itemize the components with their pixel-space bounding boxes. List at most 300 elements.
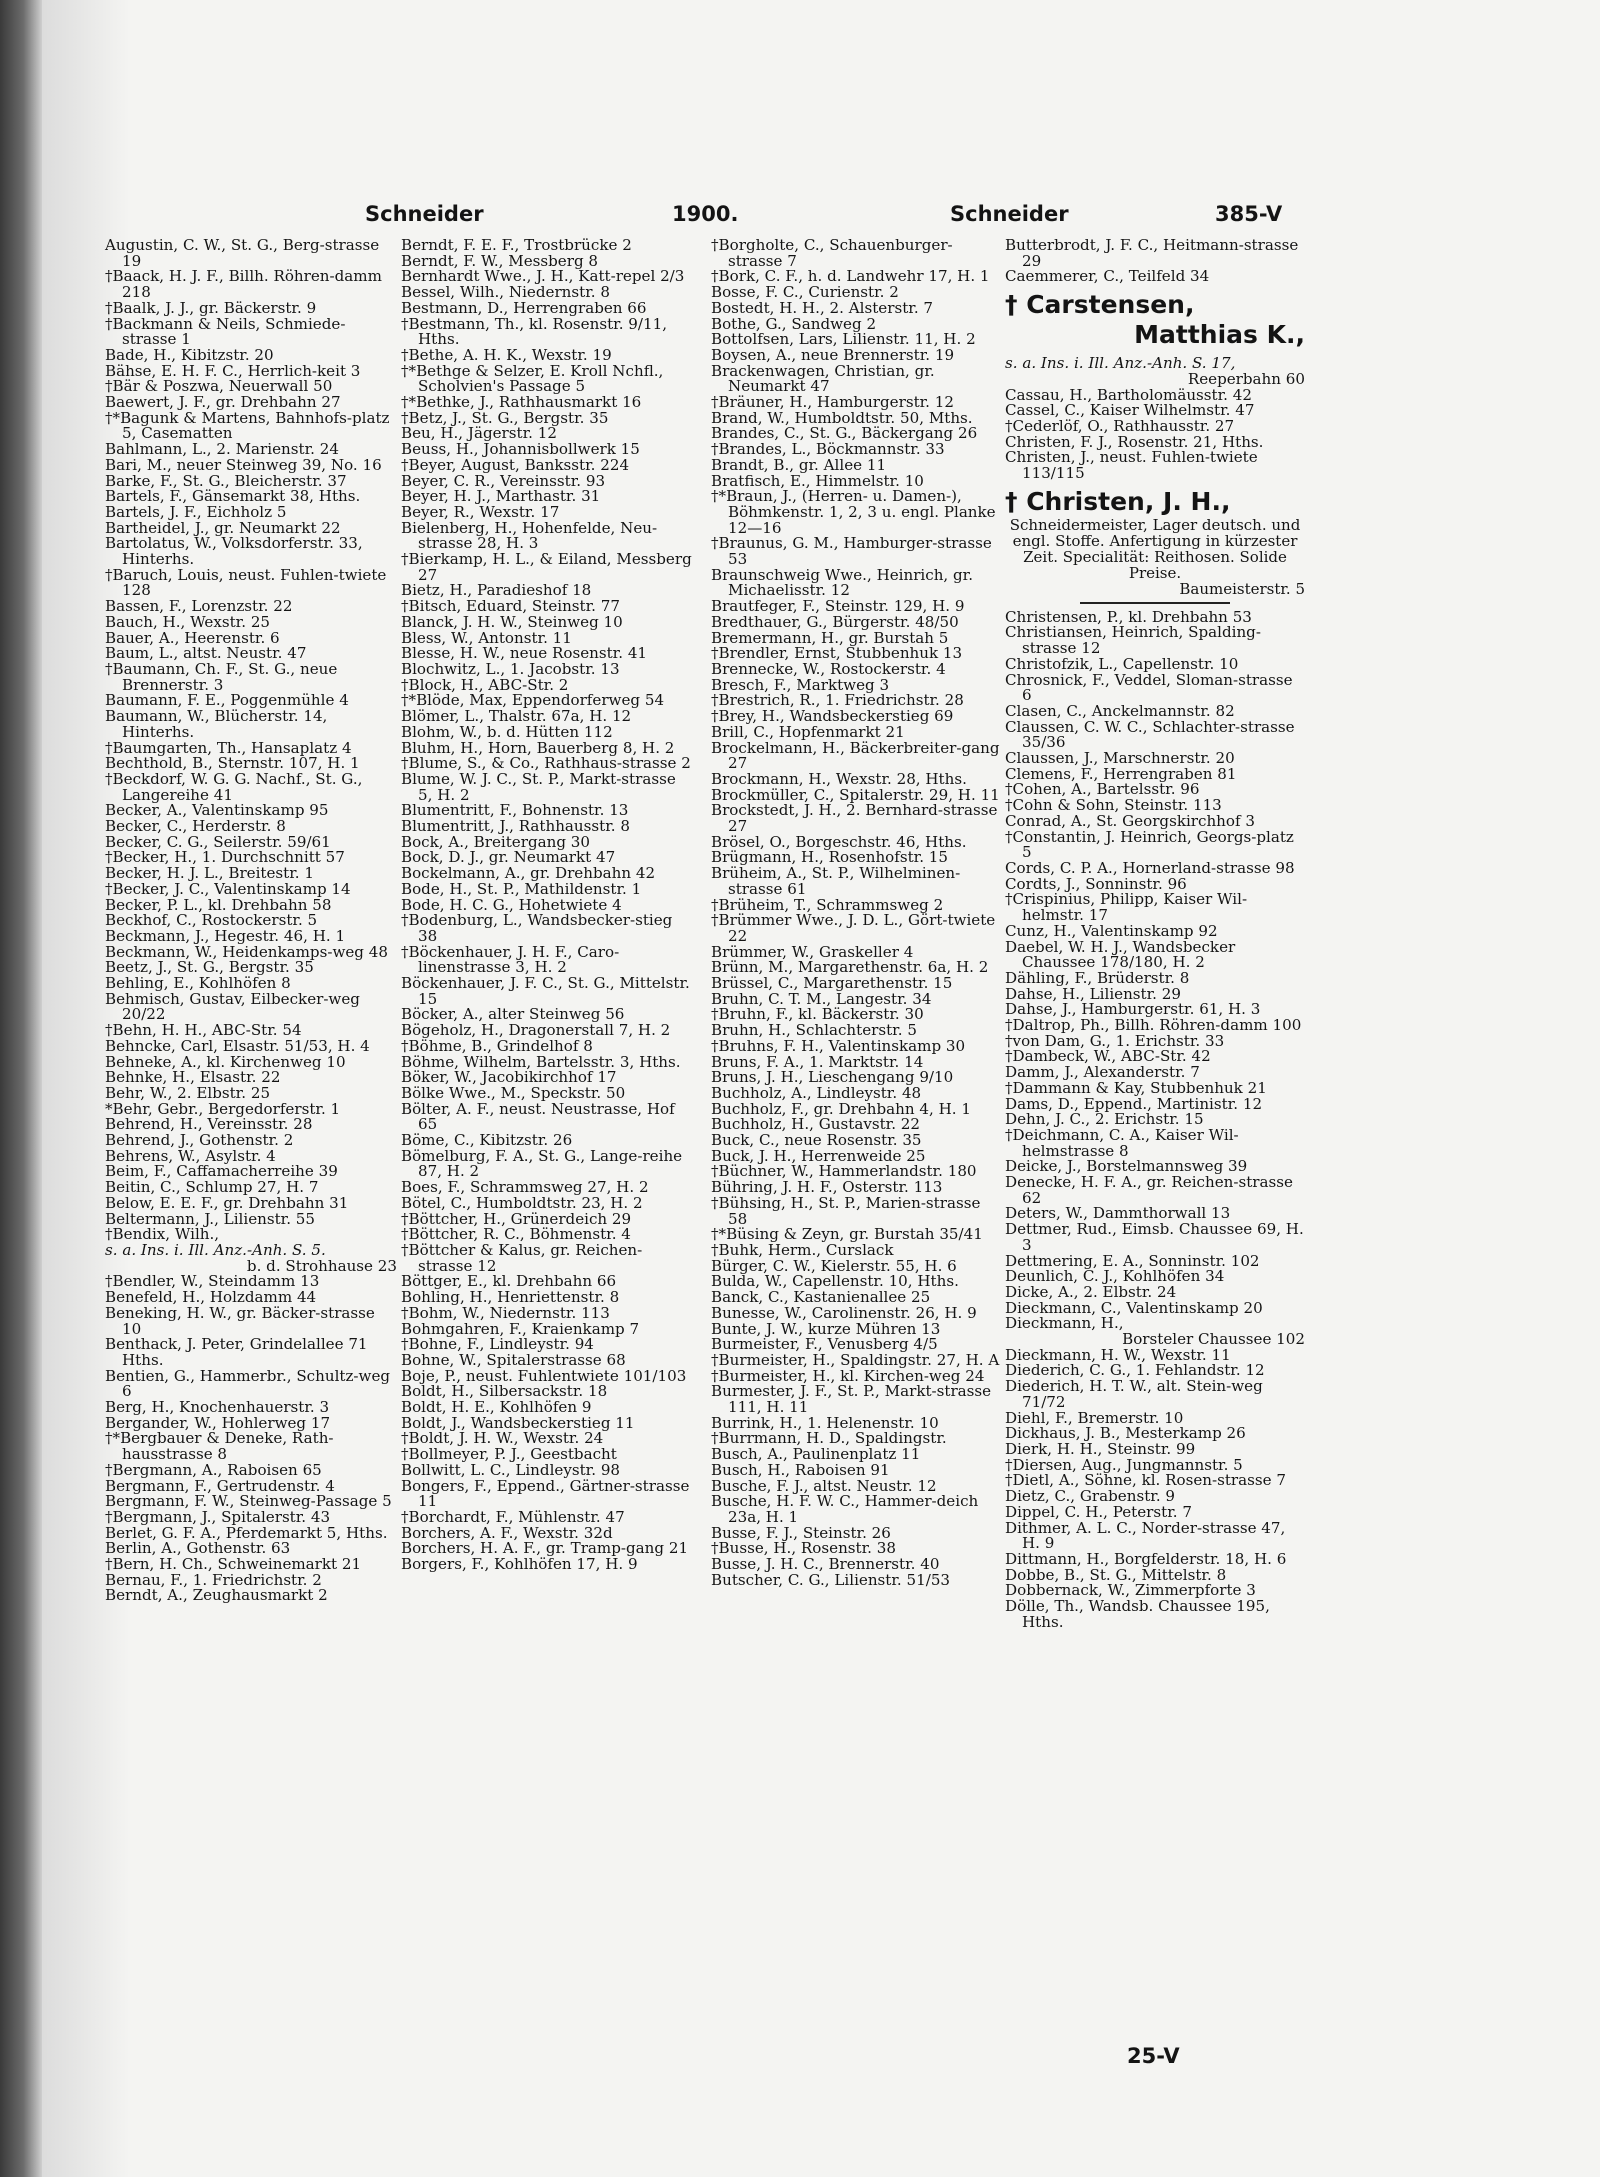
- directory-entry: †Cederlöf, O., Rathhausstr. 27: [1005, 416, 1235, 435]
- directory-entry: Brockmann, H., Wexstr. 28, Hths.: [711, 769, 967, 788]
- directory-entry: †Becker, H., 1. Durchschnitt 57: [105, 848, 345, 867]
- directory-entry: Brackenwagen, Christian, gr. Neumarkt 47: [711, 361, 940, 396]
- directory-entry: †Böttcher, R. C., Böhmenstr. 4: [401, 1225, 631, 1244]
- directory-entry: †Behn, H. H., ABC-Str. 54: [105, 1021, 302, 1040]
- directory-entry: Berlet, G. F. A., Pferdemarkt 5, Hths.: [105, 1523, 388, 1542]
- directory-entry: †Bohm, W., Niedernstr. 113: [401, 1303, 610, 1322]
- directory-entry: Behrend, J., Gothenstr. 2: [105, 1131, 294, 1150]
- directory-entry: Bernau, F., 1. Friedrichstr. 2: [105, 1570, 322, 1589]
- directory-entry: Bürger, C. W., Kielerstr. 55, H. 6: [711, 1256, 957, 1275]
- directory-entry: Dittmann, H., Borgfelderstr. 18, H. 6: [1005, 1549, 1287, 1568]
- directory-entry: Behrens, W., Asylstr. 4: [105, 1146, 276, 1165]
- directory-entry: Diederich, H. T. W., alt. Stein-weg 71/72: [1005, 1377, 1268, 1411]
- directory-entry: Deicke, J., Borstelmannsweg 39: [1005, 1157, 1248, 1176]
- directory-entry: Bari, M., neuer Steinweg 39, No. 16: [105, 455, 382, 474]
- directory-entry: Bredthauer, G., Bürgerstr. 48/50: [711, 612, 959, 631]
- directory-entry: Baewert, J. F., gr. Drehbahn 27: [105, 393, 341, 412]
- directory-entry: Busse, J. H. C., Brennerstr. 40: [711, 1555, 940, 1574]
- ad-carstensen: [1005, 290, 1305, 350]
- directory-entry: Böttger, E., kl. Drehbahn 66: [401, 1272, 617, 1291]
- directory-entry: †Betz, J., St. G., Bergstr. 35: [401, 408, 609, 427]
- directory-entry: Bölter, A. F., neust. Neustrasse, Hof 65: [401, 1099, 680, 1134]
- directory-entry: Bunesse, W., Carolinenstr. 26, H. 9: [711, 1303, 977, 1322]
- directory-entry: Boldt, H. E., Kohlhöfen 9: [401, 1398, 592, 1417]
- directory-entry: Dobbe, B., St. G., Mittelstr. 8: [1005, 1565, 1227, 1584]
- directory-entry: †Braunus, G. M., Hamburger-strasse 53: [711, 534, 997, 569]
- directory-entry: Busch, A., Paulinenplatz 11: [711, 1445, 921, 1464]
- directory-entry: Berndt, A., Zeughausmarkt 2: [105, 1586, 328, 1605]
- directory-entry: Bölke Wwe., M., Speckstr. 50: [401, 1083, 626, 1102]
- directory-entry: Bohne, W., Spitalerstrasse 68: [401, 1350, 626, 1369]
- directory-entry: Borchers, H. A. F., gr. Tramp-gang 21: [401, 1539, 689, 1558]
- directory-entry: Benefeld, H., Holzdamm 44: [105, 1288, 317, 1307]
- directory-entry: Dams, D., Eppend., Martinistr. 12: [1005, 1094, 1263, 1113]
- directory-entry: s. a. Ins. i. Ill. Anz.-Anh. S. 5. b. d. Strohhause 23: [105, 1241, 397, 1275]
- directory-entry: Brill, C., Hopfenmarkt 21: [711, 722, 905, 741]
- directory-entry: †Burmeister, H., kl. Kirchen-weg 24: [711, 1366, 985, 1385]
- directory-entry: †*Bergbauer & Deneke, Rath-hausstrasse 8: [105, 1429, 334, 1464]
- directory-entry: Brüheim, A., St. P., Wilhelminen-strasse 61: [711, 864, 961, 898]
- directory-entry: †Baalk, J. J., gr. Bäckerstr. 9: [105, 298, 317, 317]
- directory-entry: †Bär & Poszwa, Neuerwall 50: [105, 377, 333, 396]
- directory-entry: †Bräuner, H., Hamburgerstr. 12: [711, 393, 954, 412]
- directory-entry: Brand, W., Humboldtstr. 50, Mths.: [711, 408, 973, 427]
- directory-entry: †Block, H., ABC-Str. 2: [401, 675, 569, 694]
- directory-entry: Beckhof, C., Rostockerstr. 5: [105, 911, 318, 930]
- directory-entry: †Bern, H. Ch., Schweinemarkt 21: [105, 1555, 362, 1574]
- directory-entry: Beetz, J., St. G., Bergstr. 35: [105, 958, 314, 977]
- directory-entry: Behling, E., Kohlhöfen 8: [105, 974, 291, 993]
- directory-entry: Brösel, O., Borgeschstr. 46, Hths.: [711, 832, 967, 851]
- directory-entry: †Boldt, J. H. W., Wexstr. 24: [401, 1429, 604, 1448]
- directory-entry: †Daltrop, Ph., Billh. Röhren-damm 100: [1005, 1016, 1302, 1035]
- head-right-title: Schneider: [950, 202, 1069, 226]
- directory-entry: Cunz, H., Valentinskamp 92: [1005, 921, 1218, 940]
- directory-entry: Banck, C., Kastanienallee 25: [711, 1288, 931, 1307]
- directory-entry: †*Bagunk & Martens, Bahnhofs-platz 5, Casematten: [105, 408, 395, 443]
- directory-entry: Baum, L., altst. Neustr. 47: [105, 644, 307, 663]
- directory-entry: Busse, F. J., Steinstr. 26: [711, 1523, 891, 1542]
- directory-entry: Bögeholz, H., Dragonerstall 7, H. 2: [401, 1021, 671, 1040]
- directory-entry: Bratfisch, E., Himmelstr. 10: [711, 471, 924, 490]
- directory-entry: Boldt, H., Silbersackstr. 18: [401, 1382, 608, 1401]
- directory-entry: Beyer, C. R., Vereinsstr. 93: [401, 471, 606, 490]
- directory-entry: Beim, F., Caffamacherreihe 39: [105, 1162, 338, 1181]
- directory-entry: Beckmann, W., Heidenkamps-weg 48: [105, 942, 388, 961]
- directory-entry: Brümmer, W., Graskeller 4: [711, 942, 914, 961]
- directory-entry: †Bestmann, Th., kl. Rosenstr. 9/11, Hths.: [401, 314, 672, 349]
- directory-entry: Clasen, C., Anckelmannstr. 82: [1005, 701, 1235, 720]
- directory-entry: Blumentritt, J., Rathhausstr. 8: [401, 817, 630, 836]
- entry-reference: s. a. Ins. i. Ill. Anz.-Anh. S. 5.: [105, 1241, 326, 1259]
- directory-entry: Dippel, C. H., Peterstr. 7: [1005, 1502, 1192, 1521]
- directory-entry: Cordts, J., Sonninstr. 96: [1005, 874, 1187, 893]
- directory-entry: Chrosnick, F., Veddel, Sloman-strasse 6: [1005, 670, 1298, 705]
- directory-entry: Deunlich, C. J., Kohlhöfen 34: [1005, 1267, 1225, 1286]
- directory-entry: Cassau, H., Bartholomäusstr. 42: [1005, 385, 1252, 404]
- directory-entry: Bock, D. J., gr. Neumarkt 47: [401, 848, 616, 867]
- directory-entry: Dettmering, E. A., Sonninstr. 102: [1005, 1251, 1260, 1270]
- directory-entry: †*Braun, J., (Herren- u. Damen-), Böhmkenstr. 1, 2, 3 u. engl. Planke 12—16: [711, 487, 1001, 537]
- directory-entry: Blumentritt, F., Bohnenstr. 13: [401, 801, 629, 820]
- directory-entry: †Böttcher & Kalus, gr. Reichen-strasse 12: [401, 1241, 643, 1275]
- directory-entry: Benthack, J. Peter, Grindelallee 71 Hths.: [105, 1335, 373, 1369]
- directory-entry: Christen, J., neust. Fuhlen-twiete 113/115: [1005, 448, 1263, 483]
- directory-entry: †Crispinius, Philipp, Kaiser Wil-helmstr. 17: [1005, 890, 1248, 925]
- directory-entry: Dickhaus, J. B., Mesterkamp 26: [1005, 1424, 1246, 1443]
- directory-entry: Becker, A., Valentinskamp 95: [105, 801, 329, 820]
- directory-entry: Brautfeger, F., Steinstr. 129, H. 9: [711, 597, 965, 616]
- directory-entry: Boje, P., neust. Fuhlentwiete 101/103: [401, 1366, 687, 1385]
- directory-entry: Berlin, A., Gothenstr. 63: [105, 1539, 291, 1558]
- directory-entry: Bruhn, C. T. M., Langestr. 34: [711, 989, 932, 1008]
- directory-entry: †Busse, H., Rosenstr. 38: [711, 1539, 896, 1558]
- directory-page: [105, 120, 1495, 2080]
- directory-entry: Baumann, W., Blücherstr. 14, Hinterhs.: [105, 707, 333, 741]
- directory-entry: Bless, W., Antonstr. 11: [401, 628, 572, 647]
- directory-entry: †Dambeck, W., ABC-Str. 42: [1005, 1047, 1211, 1066]
- directory-entry: Böme, C., Kibitzstr. 26: [401, 1131, 573, 1150]
- directory-entry: †Bodenburg, L., Wandsbecker-stieg 38: [401, 911, 678, 945]
- column-3: [711, 238, 1003, 1588]
- directory-entry: †*Bethke, J., Rathhausmarkt 16: [401, 393, 642, 412]
- directory-entry: †Bruhns, F. H., Valentinskamp 30: [711, 1036, 966, 1055]
- directory-entry: Blume, W. J. C., St. P., Markt-strasse 5, H. 2: [401, 769, 681, 804]
- directory-entry: Burmester, J. F., St. P., Markt-strasse 111, H. 11: [711, 1382, 996, 1417]
- directory-entry: Bohmgahren, F., Kraienkamp 7: [401, 1319, 640, 1338]
- directory-entry: Blanck, J. H. W., Steinweg 10: [401, 612, 623, 631]
- directory-entry: Dierk, H. H., Steinstr. 99: [1005, 1440, 1196, 1458]
- directory-entry: †Dammann & Kay, Stubbenhuk 21: [1005, 1078, 1267, 1097]
- directory-entry: †Cohn & Sohn, Steinstr. 113: [1005, 796, 1222, 815]
- directory-entry: †Bergmann, J., Spitalerstr. 43: [105, 1507, 331, 1526]
- directory-entry: Bode, H. C. G., Hohetwiete 4: [401, 895, 622, 914]
- directory-entry: Bielenberg, H., Hohenfelde, Neu-strasse 28, H. 3: [401, 518, 658, 553]
- directory-entry: Barke, F., St. G., Bleicherstr. 37: [105, 471, 347, 490]
- ad-rule: [1080, 602, 1230, 604]
- directory-entry: †Dietl, A., Söhne, kl. Rosen-strasse 7: [1005, 1471, 1286, 1490]
- ad-christen: [1005, 487, 1305, 604]
- entry-reference: s. a. Ins. i. Ill. Anz.-Anh. S. 17,: [1005, 354, 1236, 373]
- directory-entry: †Bendler, W., Steindamm 13: [105, 1272, 320, 1291]
- directory-entry: Bergander, W., Hohlerweg 17: [105, 1413, 331, 1432]
- directory-entry: Burmeister, F., Venusberg 4/5: [711, 1335, 938, 1354]
- directory-entry: Dietz, C., Grabenstr. 9: [1005, 1487, 1176, 1506]
- directory-entry: †Blume, S., & Co., Rathhaus-strasse 2: [401, 754, 691, 773]
- directory-entry: †Burrmann, H. D., Spaldingstr.: [711, 1429, 947, 1448]
- directory-entry: †Brüheim, T., Schrammsweg 2: [711, 895, 944, 914]
- directory-entry: †Bendix, Wilh.,: [105, 1225, 220, 1244]
- directory-entry: Borgers, F., Kohlhöfen 17, H. 9: [401, 1555, 638, 1574]
- ad-carstensen-given: Matthias K.,: [1134, 320, 1305, 350]
- directory-entry: Bosse, F. C., Curienstr. 2: [711, 283, 899, 302]
- directory-entry: Böhme, Wilhelm, Bartelsstr. 3, Hths.: [401, 1052, 681, 1071]
- directory-entry: Beyer, H. J., Marthastr. 31: [401, 487, 601, 506]
- directory-entry: †Bohne, F., Lindleystr. 94: [401, 1335, 594, 1354]
- directory-entry: Dahse, H., Lilienstr. 29: [1005, 984, 1181, 1003]
- head-left-title: Schneider: [365, 202, 484, 226]
- directory-entry: †Böhme, B., Grindelhof 8: [401, 1036, 593, 1055]
- directory-entry: Bunte, J. W., kurze Mühren 13: [711, 1319, 941, 1338]
- directory-entry: †Beckdorf, W. G. G. Nachf., St. G., Langereihe 41: [105, 769, 368, 804]
- directory-entry: Bollwitt, L. C., Lindleystr. 98: [401, 1460, 621, 1479]
- directory-entry: Beitin, C., Schlump 27, H. 7: [105, 1178, 319, 1197]
- directory-entry: Beyer, R., Wexstr. 17: [401, 502, 560, 521]
- running-head: [105, 202, 1495, 234]
- directory-entry: Dieckmann, H.,: [1005, 1314, 1124, 1333]
- directory-entry: Busche, F. J., altst. Neustr. 12: [711, 1476, 937, 1495]
- directory-entry: Brockmüller, C., Spitalerstr. 29, H. 11: [711, 785, 1000, 804]
- directory-entry: Brandes, C., St. G., Bäckergang 26: [711, 424, 978, 443]
- directory-entry: Behncke, Carl, Elsastr. 51/53, H. 4: [105, 1036, 370, 1055]
- directory-entry: Dölle, Th., Wandsb. Chaussee 195, Hths.: [1005, 1597, 1275, 1631]
- directory-entry: Bernhardt Wwe., J. H., Katt-repel 2/3: [401, 267, 685, 286]
- directory-entry: Denecke, H. F. A., gr. Reichen-strasse 62: [1005, 1173, 1298, 1207]
- directory-entry: Brockstedt, J. H., 2. Bernhard-strasse 27: [711, 801, 1003, 836]
- directory-entry: †Bergmann, A., Raboisen 65: [105, 1460, 322, 1479]
- directory-entry: †Backmann & Neils, Schmiede-strasse 1: [105, 314, 346, 349]
- directory-entry: Deters, W., Dammthorwall 13: [1005, 1204, 1231, 1223]
- directory-entry: †von Dam, G., 1. Erichstr. 33: [1005, 1031, 1225, 1050]
- directory-entry: †Beyer, August, Banksstr. 224: [401, 455, 630, 474]
- directory-entry: Dithmer, A. L. C., Norder-strasse 47, H. 9: [1005, 1518, 1291, 1553]
- directory-entry: Bottolfsen, Lars, Lilienstr. 11, H. 2: [711, 330, 976, 349]
- directory-entry: Borchers, A. F., Wexstr. 32d: [401, 1523, 613, 1542]
- directory-entry: Augustin, C. W., St. G., Berg-strasse 19: [105, 236, 385, 270]
- directory-entry: Bauer, A., Heerenstr. 6: [105, 628, 280, 647]
- column-4: [1005, 236, 1309, 1631]
- directory-entry: Bruhn, H., Schlachterstr. 5: [711, 1021, 917, 1040]
- page-number: 385-V: [1215, 202, 1283, 226]
- directory-entry: Boes, F., Schrammsweg 27, H. 2: [401, 1178, 649, 1197]
- directory-entry: †Brendler, Ernst, Stubbenhuk 13: [711, 644, 963, 663]
- directory-entry: Beneking, H. W., gr. Bäcker-strasse 10: [105, 1303, 380, 1338]
- ad-christen-text: Schneidermeister, Lager deutsch. und engl. Stoffe. Anfertigung in kürzester Zeit. Specialität: Reithosen. Solide Preise.: [1009, 515, 1301, 582]
- directory-entry: †Brandes, L., Böckmannstr. 33: [711, 440, 945, 459]
- directory-entry: Bahlmann, L., 2. Marienstr. 24: [105, 440, 339, 459]
- directory-entry: Buchholz, A., Lindleystr. 48: [711, 1083, 922, 1102]
- directory-entry: Dahse, J., Hamburgerstr. 61, H. 3: [1005, 1000, 1261, 1019]
- directory-entry: †Baruch, Louis, neust. Fuhlen-twiete 128: [105, 565, 392, 600]
- directory-entry: Diehl, F., Bremerstr. 10: [1005, 1408, 1184, 1427]
- directory-entry: Brockelmann, H., Bäckerbreiter-gang 27: [711, 738, 1005, 773]
- directory-entry: †Baumgarten, Th., Hansaplatz 4: [105, 738, 352, 757]
- directory-entry: Christen, F. J., Rosenstr. 21, Hths.: [1005, 432, 1264, 451]
- directory-entry: Cords, C. P. A., Hornerland-strasse 98: [1005, 858, 1295, 877]
- directory-entry: Bockelmann, A., gr. Drehbahn 42: [401, 864, 656, 883]
- directory-entry: †Brümmer Wwe., J. D. L., Gört-twiete 22: [711, 911, 1001, 945]
- directory-entry: Behmisch, Gustav, Eilbecker-weg 20/22: [105, 989, 365, 1024]
- directory-entry: Diederich, C. G., 1. Fehlandstr. 12: [1005, 1361, 1265, 1380]
- directory-entry: Clemens, F., Herrengraben 81: [1005, 764, 1237, 783]
- ad-christen-name: † Christen, J. H.,: [1005, 486, 1231, 516]
- directory-entry: Behneke, A., kl. Kirchenweg 10: [105, 1052, 346, 1071]
- directory-entry: †Buhk, Herm., Curslack: [711, 1241, 894, 1259]
- directory-entry: Bietz, H., Paradieshof 18: [401, 581, 592, 600]
- directory-entry: Below, E. E. F., gr. Drehbahn 31: [105, 1193, 349, 1212]
- directory-entry: †Böttcher, H., Grünerdeich 29: [401, 1209, 632, 1228]
- directory-entry: Blohm, W., b. d. Hütten 112: [401, 722, 613, 741]
- directory-entry: Böcker, A., alter Steinweg 56: [401, 1005, 625, 1024]
- directory-entry: Becker, C. G., Seilerstr. 59/61: [105, 832, 331, 851]
- directory-entry: Dicke, A., 2. Elbstr. 24: [1005, 1282, 1177, 1301]
- directory-entry: †Burmeister, H., Spaldingstr. 27, H. A: [711, 1350, 1000, 1369]
- column-1: [105, 238, 397, 1604]
- directory-entry: †Becker, J. C., Valentinskamp 14: [105, 879, 351, 898]
- directory-entry: †Büchner, W., Hammerlandstr. 180: [711, 1162, 977, 1181]
- directory-entry: *Behr, Gebr., Bergedorferstr. 1: [105, 1099, 341, 1118]
- directory-entry: Claussen, C. W. C., Schlachter-strasse 35/36: [1005, 717, 1300, 752]
- directory-entry: Beu, H., Jägerstr. 12: [401, 424, 557, 443]
- directory-entry: †*Blöde, Max, Eppendorferweg 54: [401, 691, 665, 710]
- directory-entry: Dettmer, Rud., Eimsb. Chaussee 69, H. 3: [1005, 1220, 1309, 1254]
- directory-entry: Blesse, H. W., neue Rosenstr. 41: [401, 644, 648, 663]
- directory-entry: Bessel, Wilh., Niedernstr. 8: [401, 283, 610, 302]
- directory-entry: Brennecke, W., Rostockerstr. 4: [711, 659, 946, 678]
- directory-entry: Busche, H. F. W. C., Hammer-deich 23a, H. 1: [711, 1492, 984, 1526]
- directory-entry: Beckmann, J., Hegestr. 46, H. 1: [105, 926, 346, 945]
- directory-entry: Busch, H., Raboisen 91: [711, 1460, 890, 1479]
- directory-entry: Christofzik, L., Capellenstr. 10: [1005, 654, 1239, 673]
- directory-entry: †Bitsch, Eduard, Steinstr. 77: [401, 597, 620, 616]
- directory-entry: Bluhm, H., Horn, Bauerberg 8, H. 2: [401, 738, 675, 757]
- directory-entry: †Borchardt, F., Mühlenstr. 47: [401, 1507, 625, 1526]
- directory-entry: Brüssel, C., Margarethenstr. 15: [711, 974, 953, 993]
- directory-entry: Dieckmann, C., Valentinskamp 20: [1005, 1298, 1263, 1317]
- column-2: [401, 236, 697, 1574]
- directory-entry: Borsteler Chaussee 102: [1122, 1330, 1305, 1349]
- directory-entry: Bartels, F., Gänsemarkt 38, Hths.: [105, 487, 361, 506]
- directory-entry: Böker, W., Jacobikirchhof 17: [401, 1068, 617, 1087]
- directory-entry: Brandt, B., gr. Allee 11: [711, 455, 887, 474]
- directory-entry: Buchholz, F., gr. Drehbahn 4, H. 1: [711, 1099, 971, 1118]
- directory-entry: Bechthold, B., Sternstr. 107, H. 1: [105, 754, 360, 773]
- directory-entry: Buck, J. H., Herrenweide 25: [711, 1146, 926, 1165]
- directory-entry: †Constantin, J. Heinrich, Georgs-platz 5: [1005, 827, 1299, 862]
- directory-entry: †Baumann, Ch. F., St. G., neue Brennerstr. 3: [105, 659, 343, 694]
- directory-entry: Bassen, F., Lorenzstr. 22: [105, 597, 293, 616]
- directory-entry: Dehn, J. C., 2. Erichstr. 15: [1005, 1110, 1204, 1129]
- directory-entry: Bötel, C., Humboldtstr. 23, H. 2: [401, 1193, 643, 1212]
- directory-entry: †Bierkamp, H. L., & Eiland, Messberg 27: [401, 550, 697, 584]
- directory-entry: Bühring, J. H. F., Osterstr. 113: [711, 1178, 943, 1197]
- ad-christen-address: Baumeisterstr. 5: [1179, 579, 1305, 598]
- directory-entry: Christiansen, Heinrich, Spalding-strasse 12: [1005, 623, 1261, 658]
- directory-entry: Bartolatus, W., Volksdorferstr. 33, Hinterhs.: [105, 534, 368, 569]
- directory-entry: Buck, C., neue Rosenstr. 35: [711, 1131, 922, 1150]
- directory-entry: Beltermann, J., Lilienstr. 55: [105, 1209, 316, 1228]
- directory-entry: Blömer, L., Thalstr. 67a, H. 12: [401, 707, 632, 726]
- directory-entry: Cassel, C., Kaiser Wilhelmstr. 47: [1005, 401, 1255, 420]
- directory-entry: Bartheidel, J., gr. Neumarkt 22: [105, 518, 341, 537]
- directory-entry: Dähling, F., Brüderstr. 8: [1005, 968, 1190, 987]
- directory-entry: Boysen, A., neue Brennerstr. 19: [711, 345, 955, 364]
- directory-entry: Behnke, H., Elsastr. 22: [105, 1068, 281, 1087]
- directory-entry: Bulda, W., Capellenstr. 10, Hths.: [711, 1272, 959, 1291]
- directory-entry: Claussen, J., Marschnerstr. 20: [1005, 749, 1235, 768]
- directory-entry: †Bethe, A. H. K., Wexstr. 19: [401, 345, 612, 364]
- directory-entry: Brünn, M., Margarethenstr. 6a, H. 2: [711, 958, 989, 977]
- directory-entry: Bostedt, H. H., 2. Alsterstr. 7: [711, 298, 934, 317]
- directory-entry: Bohling, H., Henriettenstr. 8: [401, 1288, 620, 1307]
- ad-carstensen-name: † Carstensen,: [1005, 290, 1195, 320]
- directory-entry: Behrend, H., Vereinsstr. 28: [105, 1115, 313, 1134]
- directory-entry: Becker, C., Herderstr. 8: [105, 817, 286, 836]
- directory-entry: Bresch, F., Marktweg 3: [711, 675, 890, 694]
- directory-entry: Damm, J., Alexanderstr. 7: [1005, 1063, 1200, 1082]
- directory-entry: †*Bethge & Selzer, E. Kroll Nchfl., Scholvien's Passage 5: [401, 361, 669, 396]
- directory-entry: Butscher, C. G., Lilienstr. 51/53: [711, 1570, 951, 1589]
- head-year: 1900.: [672, 202, 739, 226]
- directory-entry: Brügmann, H., Rosenhofstr. 15: [711, 848, 949, 867]
- directory-entry: Becker, P. L., kl. Drehbahn 58: [105, 895, 332, 914]
- directory-entry: Berg, H., Knochenhauerstr. 3: [105, 1398, 330, 1417]
- directory-entry: †Cohen, A., Bartelsstr. 96: [1005, 780, 1200, 799]
- directory-entry: Bauch, H., Wexstr. 25: [105, 612, 271, 631]
- signature-mark: 25-V: [1127, 2044, 1180, 2068]
- directory-entry: Bruns, J. H., Lieschengang 9/10: [711, 1068, 954, 1087]
- directory-entry: Bergmann, F. W., Steinweg-Passage 5: [105, 1492, 392, 1511]
- directory-entry: Bade, H., Kibitzstr. 20: [105, 345, 274, 364]
- directory-entry: s. a. Ins. i. Ill. Anz.-Anh. S. 17, Reeperbahn 60: [1005, 354, 1305, 388]
- directory-entry: Bartels, J. F., Eichholz 5: [105, 502, 287, 521]
- directory-entry: Bothe, G., Sandweg 2: [711, 314, 877, 333]
- directory-entry: †Bühsing, H., St. P., Marien-strasse 58: [711, 1193, 986, 1228]
- directory-entry: †Baack, H. J. F., Billh. Röhren-damm 218: [105, 267, 387, 302]
- directory-entry: Dobbernack, W., Zimmerpforte 3: [1005, 1581, 1256, 1600]
- directory-entry: Bruns, F. A., 1. Marktstr. 14: [711, 1052, 924, 1071]
- directory-entry: Bergmann, F., Gertrudenstr. 4: [105, 1476, 335, 1495]
- directory-entry: †Deichmann, C. A., Kaiser Wil-helmstrasse 8: [1005, 1125, 1239, 1160]
- directory-entry: Bähse, E. H. F. C., Herrlich-keit 3: [105, 361, 361, 380]
- directory-entry: †Borgholte, C., Schauenburger-strasse 7: [711, 236, 953, 270]
- directory-entry: Baumann, F. E., Poggenmühle 4: [105, 691, 349, 710]
- directory-entry: †*Büsing & Zeyn, gr. Burstah 35/41: [711, 1225, 983, 1244]
- directory-entry: Christensen, P., kl. Drehbahn 53: [1005, 607, 1252, 626]
- directory-entry: Bock, A., Breitergang 30: [401, 832, 590, 851]
- directory-entry: †Böckenhauer, J. H. F., Caro-linenstrasse 3, H. 2: [401, 942, 620, 977]
- directory-entry: Berndt, F. W., Messberg 8: [401, 251, 599, 270]
- directory-entry: Bömelburg, F. A., St. G., Lange-reihe 87, H. 2: [401, 1146, 687, 1181]
- directory-entry: Bremermann, H., gr. Burstah 5: [711, 628, 949, 647]
- directory-entry: Burrink, H., 1. Helenenstr. 10: [711, 1413, 939, 1432]
- directory-entry: Bongers, F., Eppend., Gärtner-strasse 11: [401, 1476, 695, 1511]
- directory-entry: Beuss, H., Johannisbollwerk 15: [401, 440, 640, 459]
- directory-entry: †Brestrich, R., 1. Friedrichstr. 28: [711, 691, 964, 710]
- directory-entry: Bentien, G., Hammerbr., Schultz-weg 6: [105, 1366, 395, 1401]
- directory-entry: †Bruhn, F., kl. Bäckerstr. 30: [711, 1005, 924, 1024]
- directory-entry: Daebel, W. H. J., Wandsbecker Chaussee 178/180, H. 2: [1005, 937, 1241, 972]
- directory-entry: Butterbrodt, J. F. C., Heitmann-strasse 29: [1005, 236, 1304, 270]
- directory-entry: †Bollmeyer, P. J., Geestbacht: [401, 1445, 617, 1464]
- directory-entry: Böckenhauer, J. F. C., St. G., Mittelstr. 15: [401, 974, 695, 1008]
- directory-entry: Bode, H., St. P., Mathildenstr. 1: [401, 879, 642, 898]
- directory-entry: Buchholz, H., Gustavstr. 22: [711, 1115, 921, 1134]
- directory-entry: Boldt, J., Wandsbeckerstieg 11: [401, 1413, 635, 1432]
- directory-entry: Braunschweig Wwe., Heinrich, gr. Michaelisstr. 12: [711, 565, 978, 600]
- binding-edge-dark: [0, 0, 42, 2177]
- directory-entry: Caemmerer, C., Teilfeld 34: [1005, 267, 1210, 286]
- directory-entry: †Bork, C. F., h. d. Landwehr 17, H. 1: [711, 267, 990, 286]
- directory-entry: Becker, H. J. L., Breitestr. 1: [105, 864, 314, 883]
- directory-entry: Behr, W., 2. Elbstr. 25: [105, 1083, 271, 1102]
- directory-entry: Blochwitz, L., 1. Jacobstr. 13: [401, 659, 620, 678]
- directory-entry: †Diersen, Aug., Jungmannstr. 5: [1005, 1455, 1243, 1474]
- directory-entry: †Brey, H., Wandsbeckerstieg 69: [711, 707, 954, 726]
- directory-entry: Dieckmann, H. W., Wexstr. 11: [1005, 1345, 1231, 1364]
- directory-entry: Conrad, A., St. Georgskirchhof 3: [1005, 811, 1255, 830]
- directory-entry: Bestmann, D., Herrengraben 66: [401, 298, 647, 317]
